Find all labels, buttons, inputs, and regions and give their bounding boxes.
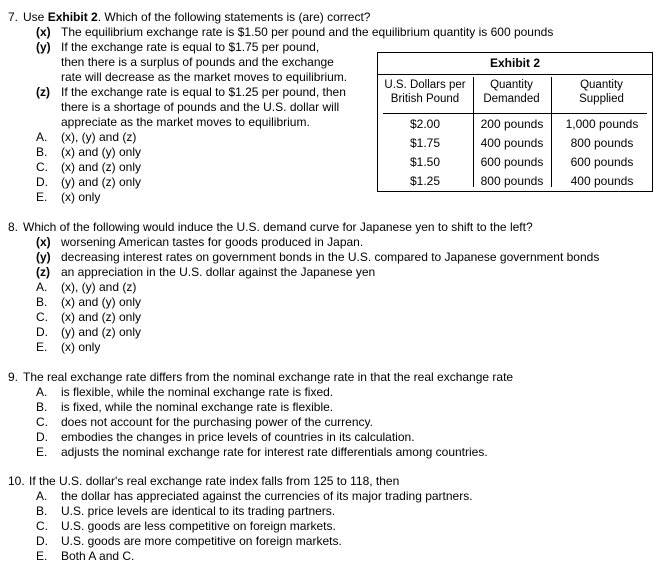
q8-number: 8. — [8, 220, 19, 234]
q10-stem: If the U.S. dollar's real exchange rate index falls from 125 to 118, then — [29, 474, 400, 488]
q7-statement-y-line: then there is a surplus of pounds and the exchange — [61, 55, 334, 69]
column-divider — [473, 77, 474, 187]
exhibit-2-table: Exhibit 2 U.S. Dollars per British Pound Quantity Demanded Quantity Supplied $2.00 200 pounds 1,000 pounds $1.75 400 pounds 800 pounds $1.50 600 pounds 600 pounds $1.25 800 pounds 400 pounds — [377, 52, 653, 192]
col-header-rate: U.S. Dollars per British Pound — [384, 79, 466, 105]
q8-statement: an appreciation in the U.S. dollar against the Japanese yen — [61, 265, 376, 279]
q9-stem: The real exchange rate differs from the nominal exchange rate in that the real exchange rate — [23, 370, 514, 384]
column-divider — [551, 77, 552, 187]
q8-stem: Which of the following would induce the U.S. demand curve for Japanese yen to shift to the left? — [23, 220, 533, 234]
q8-statement: worsening American tastes for goods produced in Japan. — [61, 235, 364, 249]
header-underline — [383, 113, 647, 114]
q7-exhibit-ref: Exhibit 2 — [47, 10, 98, 24]
q7-number: 7. — [8, 10, 19, 24]
q7-statement-z-line: appreciate as the market moves to equilibrium. — [61, 115, 310, 129]
q7-stem: Use Exhibit 2. Which of the following statements is (are) correct? — [23, 10, 371, 24]
q7-statement-y-line: rate will decrease as the market moves to equilibrium. — [61, 70, 348, 84]
q8-statement-marker: (x) — [36, 235, 51, 249]
q7-statement-y-marker: (y) — [36, 40, 51, 54]
col-header-demanded: Quantity Demanded — [483, 79, 540, 105]
q8-statement: decreasing interest rates on government bonds in the U.S. compared to Japanese government bonds — [61, 250, 600, 264]
q7-statement-x-marker: (x) — [36, 25, 51, 39]
q7-statement-x: The equilibrium exchange rate is $1.50 per pound and the equilibrium quantity is 600 pounds — [61, 25, 554, 39]
table-divider — [378, 74, 652, 75]
exhibit-title: Exhibit 2 — [489, 56, 540, 70]
q8-statement-marker: (z) — [36, 265, 50, 279]
q7-statement-z-line: there is a shortage of pounds and the U.S. dollar will — [61, 100, 340, 114]
q7-statement-z-line: If the exchange rate is equal to $1.25 per pound, then — [61, 85, 346, 99]
q7-statement-z-marker: (z) — [36, 85, 50, 99]
q7-statement-y-line: If the exchange rate is equal to $1.75 per pound, — [61, 40, 320, 54]
q10-number: 10. — [8, 474, 25, 488]
q8-statement-marker: (y) — [36, 250, 51, 264]
col-header-supplied: Quantity Supplied — [579, 79, 624, 105]
q9-number: 9. — [8, 370, 19, 384]
